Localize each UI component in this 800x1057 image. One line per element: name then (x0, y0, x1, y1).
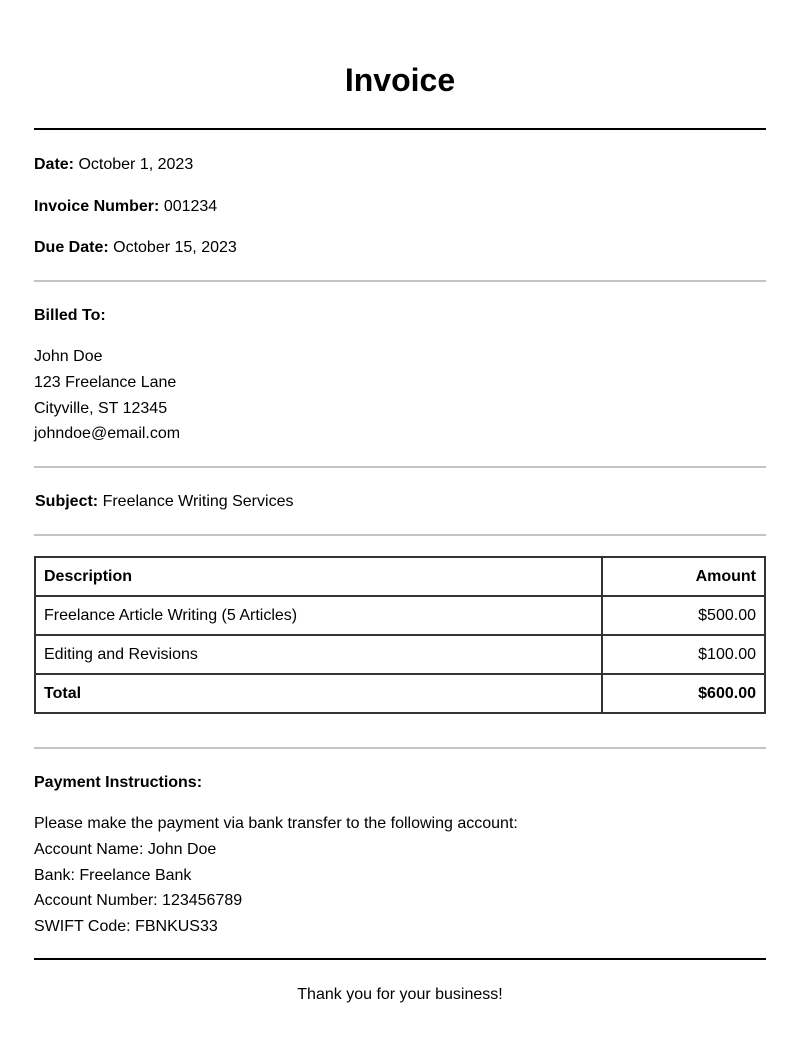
section-divider (34, 466, 766, 468)
payment-bank: Bank: Freelance Bank (34, 867, 192, 884)
footer-divider (34, 958, 766, 960)
invoice-number-label: Invoice Number: (34, 198, 160, 215)
section-divider (34, 747, 766, 749)
billed-to-label: Billed To: (34, 307, 106, 324)
payment-intro: Please make the payment via bank transfer to the following account: (34, 815, 518, 832)
section-divider (34, 534, 766, 536)
date-value: October 1, 2023 (78, 156, 194, 173)
billed-to-heading (34, 306, 106, 326)
table-row (35, 635, 765, 674)
total-row (35, 674, 765, 713)
amount-header: Amount (602, 557, 765, 596)
payment-swift: SWIFT Code: FBNKUS33 (34, 918, 218, 935)
payment-heading (34, 773, 202, 793)
subject-label: Subject: (35, 493, 99, 510)
due-date-label: Due Date: (34, 239, 109, 256)
billed-to-street: 123 Freelance Lane (34, 374, 177, 391)
invoice-number-value: 001234 (163, 198, 218, 215)
due-date-value: October 15, 2023 (113, 239, 237, 256)
subject-line (35, 492, 293, 512)
total-label: Total (35, 674, 602, 713)
footer-note: Thank you for your business! (297, 986, 503, 1003)
payment-heading-label: Payment Instructions: (34, 774, 203, 791)
payment-account-name: Account Name: John Doe (34, 841, 217, 858)
item-description: Freelance Article Writing (5 Articles) (35, 596, 602, 635)
description-header: Description (35, 557, 602, 596)
invoice-number-line (34, 197, 217, 217)
date-label: Date: (34, 156, 75, 173)
section-divider (34, 280, 766, 282)
billed-to-name: John Doe (34, 348, 103, 365)
item-description: Editing and Revisions (35, 635, 602, 674)
date-line (34, 155, 193, 175)
due-date-line (34, 238, 237, 258)
page-title: Invoice (344, 62, 456, 98)
item-amount: $500.00 (602, 596, 765, 635)
total-value: $600.00 (602, 674, 765, 713)
billed-to-city: Cityville, ST 12345 (34, 400, 168, 417)
payment-account-number: Account Number: 123456789 (34, 892, 243, 909)
line-items-table (34, 556, 766, 714)
table-header-row (35, 557, 765, 596)
table-row (35, 596, 765, 635)
header-divider (34, 128, 766, 130)
billed-to-email: johndoe@email.com (34, 425, 181, 442)
item-amount: $100.00 (602, 635, 765, 674)
subject-value: Freelance Writing Services (102, 493, 294, 510)
